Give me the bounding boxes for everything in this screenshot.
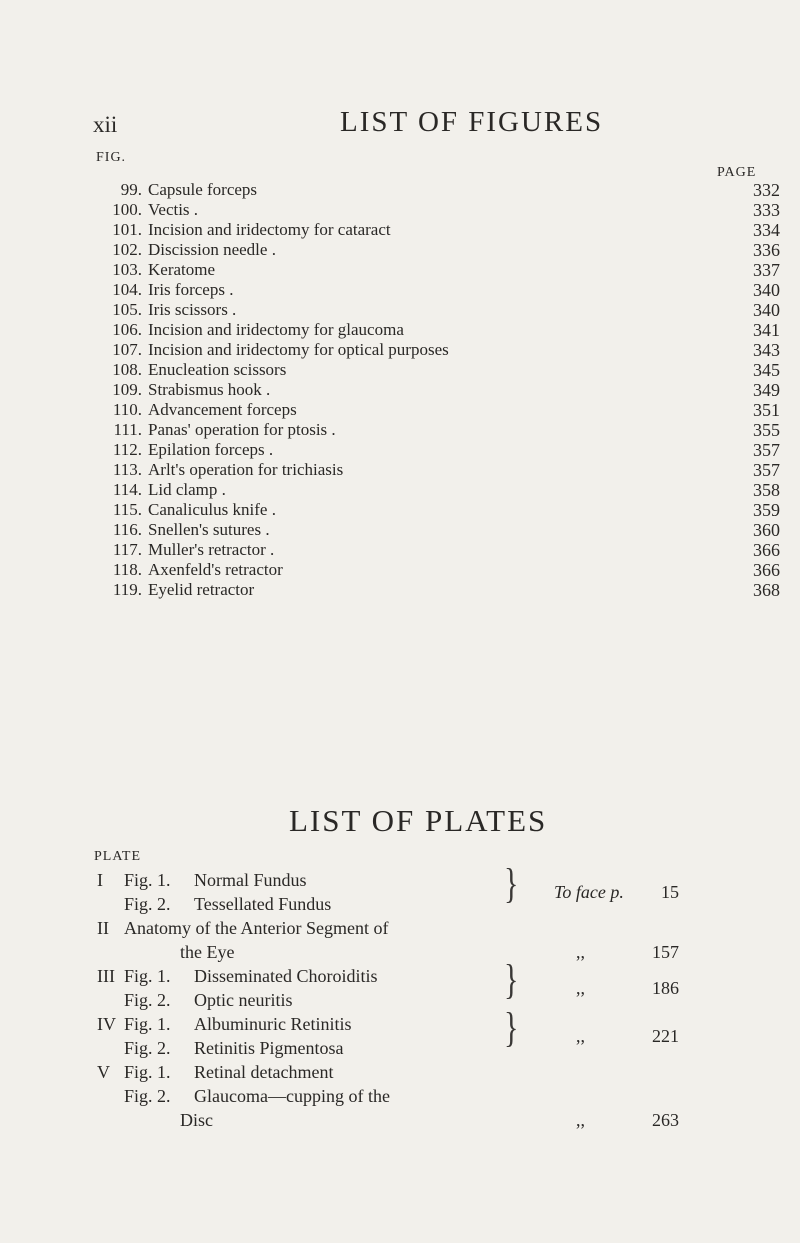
figure-title: Discission needle . (148, 240, 276, 259)
ditto-mark: ,, (576, 1110, 585, 1130)
figure-title: Canaliculus knife . (148, 500, 276, 519)
plate-page-number: 186 (652, 978, 679, 998)
figure-number: 114. (112, 480, 142, 499)
figure-title: Incision and iridectomy for optical purposes (148, 340, 449, 359)
figure-page: 340 (753, 280, 780, 300)
plate-description: Retinitis Pigmentosa (194, 1038, 344, 1058)
figure-page: 349 (753, 380, 780, 400)
plate-fig-label: Fig. 1. (124, 870, 171, 890)
figure-row (92, 540, 780, 560)
brace-glyph: } (504, 861, 519, 908)
page-column-label: PAGE (717, 165, 757, 180)
figure-title: Iris scissors . (148, 300, 237, 319)
page-title: LIST OF FIGURES (340, 106, 604, 138)
plate-page-number: 263 (652, 1110, 679, 1130)
figure-row (92, 300, 780, 320)
figure-title: Lid clamp . (148, 480, 226, 499)
plate-description: Retinal detachment (194, 1062, 334, 1082)
figure-number: 99. (120, 180, 142, 199)
figure-page: 332 (753, 180, 780, 200)
plate-description: Normal Fundus (194, 870, 307, 890)
figure-title: Incision and iridectomy for cataract (148, 220, 391, 239)
figure-page: 341 (753, 320, 780, 340)
plate-description: Albuminuric Retinitis (194, 1014, 352, 1034)
figure-number: 117. (112, 540, 142, 559)
figure-row (92, 480, 780, 500)
to-face-reference: To face p. (554, 882, 624, 902)
plate-fig-label: Fig. 2. (124, 1086, 171, 1106)
figure-row (92, 420, 780, 440)
figure-title: Advancement forceps (148, 400, 297, 419)
figure-title: Vectis . (148, 200, 199, 219)
figure-number: 118. (112, 560, 142, 579)
figure-number: 112. (112, 440, 142, 459)
ditto-mark: ,, (576, 942, 585, 962)
figure-page: 366 (753, 540, 780, 560)
figure-row (92, 460, 780, 480)
plate-column-label: PLATE (94, 849, 141, 864)
figure-page: 345 (753, 360, 780, 380)
figure-number: 110. (112, 400, 142, 419)
plate-roman: II (97, 918, 109, 938)
figure-row (92, 380, 780, 400)
figure-row (92, 320, 780, 340)
figure-title: Muller's retractor . (148, 540, 275, 559)
plates-title: LIST OF PLATES (289, 803, 548, 838)
figure-row (92, 520, 780, 540)
figure-page: 334 (753, 220, 780, 240)
plate-fig-label: Fig. 1. (124, 1014, 171, 1034)
figure-row (92, 280, 780, 300)
figure-number: 101. (112, 220, 142, 239)
plate-fig-label: Fig. 2. (124, 990, 171, 1010)
figure-title: Axenfeld's retractor (148, 560, 283, 579)
plate-description: Disc (180, 1110, 213, 1130)
figure-page: 360 (753, 520, 780, 540)
figure-number: 116. (112, 520, 142, 539)
figure-title: Enucleation scissors (148, 360, 287, 379)
figure-page: 358 (753, 480, 780, 500)
plate-roman: IV (97, 1014, 116, 1034)
plate-fig-label: Fig. 2. (124, 1038, 171, 1058)
figure-title: Keratome (148, 260, 216, 279)
figure-title: Epilation forceps . (148, 440, 274, 459)
figures-list (92, 180, 780, 600)
figure-number: 104. (112, 280, 142, 299)
plate-roman: I (97, 870, 103, 890)
plate-description: Optic neuritis (194, 990, 293, 1010)
figure-number: 113. (112, 460, 142, 479)
page-number: xii (93, 112, 118, 137)
plate-description: Tessellated Fundus (194, 894, 332, 914)
figure-number: 108. (112, 360, 142, 379)
figure-title: Iris forceps . (148, 280, 234, 299)
plate-fig-label: Fig. 1. (124, 1062, 171, 1082)
figure-row (92, 340, 780, 360)
figure-page: 357 (753, 460, 780, 480)
figure-page: 340 (753, 300, 780, 320)
figure-page: 333 (753, 200, 780, 220)
figure-title: Panas' operation for ptosis . (148, 420, 336, 439)
plate-page-number: 157 (652, 942, 679, 962)
figure-number: 106. (112, 320, 142, 339)
plate-fig-label: Fig. 2. (124, 894, 171, 914)
plate-description: Glaucoma—cupping of the (194, 1086, 390, 1106)
figure-page: 366 (753, 560, 780, 580)
figure-title: Strabismus hook . (148, 380, 271, 399)
figure-row (92, 260, 780, 280)
figure-number: 105. (112, 300, 142, 319)
figure-page: 343 (753, 340, 780, 360)
figure-row (92, 500, 780, 520)
figure-number: 109. (112, 380, 142, 399)
figure-row (92, 440, 780, 460)
figure-row (92, 360, 780, 380)
figure-row (92, 200, 780, 220)
brace-glyph: } (504, 1005, 519, 1052)
figure-title: Eyelid retractor (148, 580, 255, 599)
figure-number: 119. (112, 580, 142, 599)
figure-row (92, 580, 780, 600)
brace-glyph: } (504, 957, 519, 1004)
figure-page: 355 (753, 420, 780, 440)
figure-page: 368 (753, 580, 780, 600)
figure-title: Capsule forceps (148, 180, 258, 199)
figure-row (92, 240, 780, 260)
plate-fig-label: Fig. 1. (124, 966, 171, 986)
figure-number: 115. (112, 500, 142, 519)
figure-number: 111. (113, 420, 142, 439)
figure-row (92, 400, 780, 420)
figure-row (92, 180, 780, 200)
figure-page: 336 (753, 240, 780, 260)
figure-row (92, 560, 780, 580)
figure-page: 359 (753, 500, 780, 520)
ditto-mark: ,, (576, 1026, 585, 1046)
figure-title: Arlt's operation for trichiasis (148, 460, 344, 479)
figure-number: 102. (112, 240, 142, 259)
plate-description: Disseminated Choroiditis (194, 966, 378, 986)
ditto-mark: ,, (576, 978, 585, 998)
plate-roman: V (97, 1062, 110, 1082)
figure-page: 351 (753, 400, 780, 420)
figure-page: 357 (753, 440, 780, 460)
plate-description: the Eye (180, 942, 235, 962)
figure-title: Snellen's sutures . (148, 520, 270, 539)
figure-row (92, 220, 780, 240)
plate-page-number: 221 (652, 1026, 679, 1046)
figure-number: 103. (112, 260, 142, 279)
figure-number: 107. (112, 340, 142, 359)
figure-title: Incision and iridectomy for glaucoma (148, 320, 404, 339)
figure-page: 337 (753, 260, 780, 280)
plate-description: Anatomy of the Anterior Segment of (124, 918, 389, 938)
fig-column-label: FIG. (96, 150, 127, 165)
plate-roman: III (97, 966, 115, 986)
plate-page-number: 15 (661, 882, 679, 902)
figure-number: 100. (112, 200, 142, 219)
